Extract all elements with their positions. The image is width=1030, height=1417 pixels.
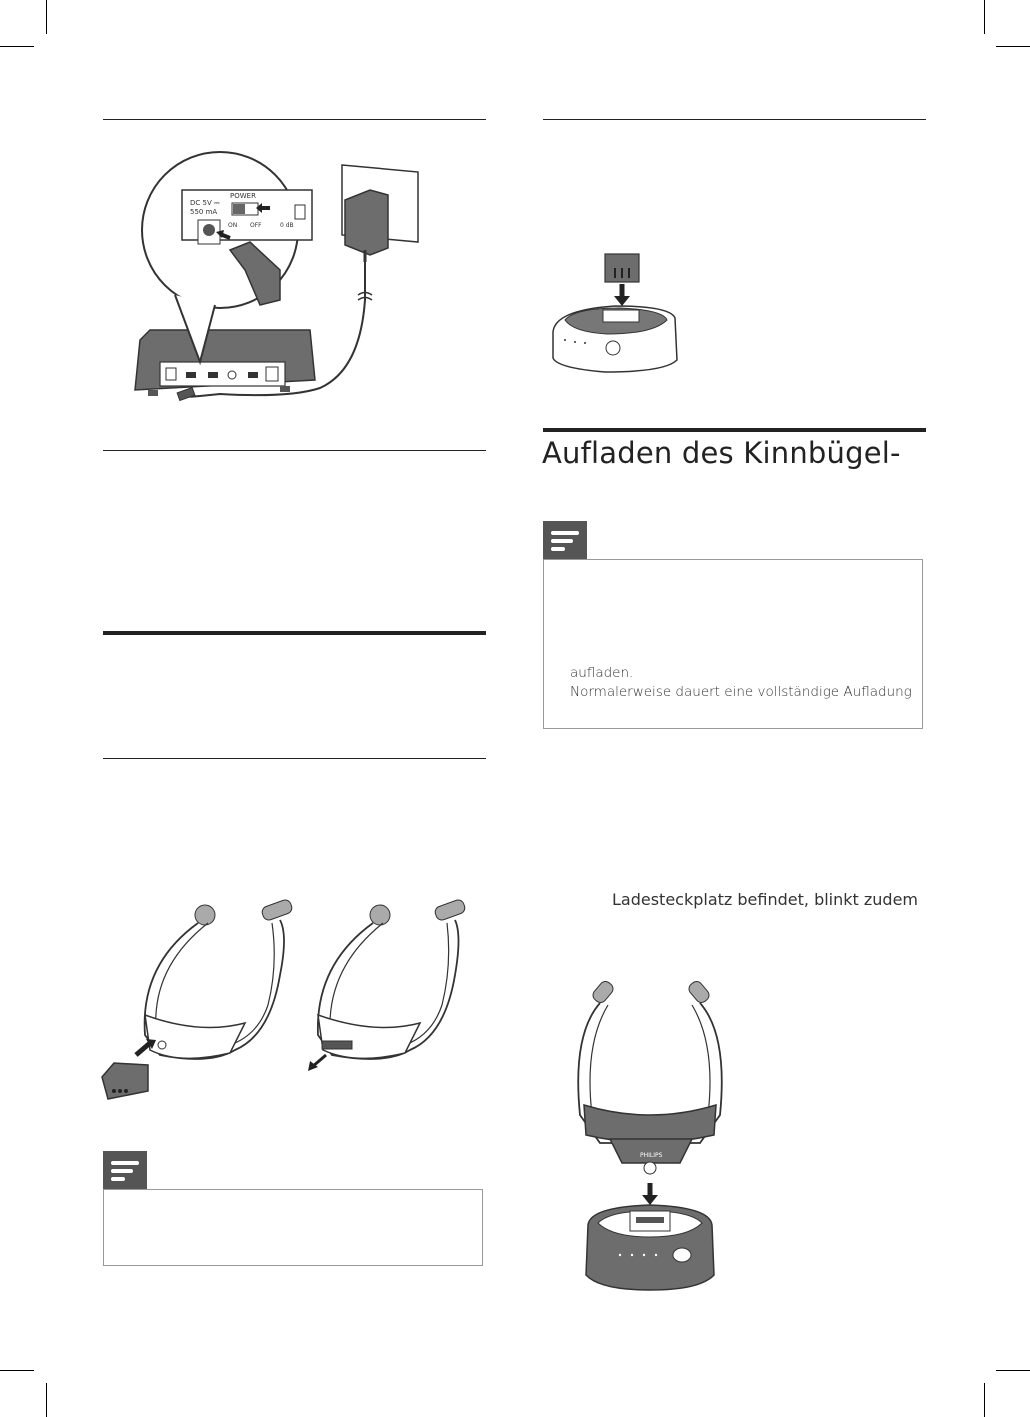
power-connection-figure: [120, 150, 430, 410]
note-icon: [543, 521, 587, 559]
note-icon: [103, 1151, 147, 1189]
on-label: ON: [228, 222, 238, 229]
crop-mark: [46, 0, 47, 34]
body-text-line: Ladesteckplatz befindet, blinkt zudem: [612, 890, 918, 909]
power-label: POWER: [230, 192, 256, 200]
note-line: aufladen.: [570, 665, 634, 681]
section-rule: [543, 119, 926, 120]
off-label: OFF: [250, 222, 262, 229]
battery-insert-figure: [100, 895, 480, 1110]
crop-mark: [996, 46, 1030, 47]
crop-mark: [0, 46, 34, 47]
receiver-dock-figure: [570, 975, 730, 1295]
section-rule-thick: [103, 631, 486, 635]
crop-mark: [996, 1370, 1030, 1371]
section-heading: Aufladen des Kinnbügel-: [542, 436, 901, 470]
section-rule: [103, 119, 486, 120]
note-line: Normalerweise dauert eine vollständige Aufladung: [570, 684, 912, 700]
section-rule: [103, 758, 486, 759]
ma-label: 550 mA: [190, 208, 218, 216]
db-label: 0 dB: [280, 222, 294, 229]
crop-mark: [984, 1383, 985, 1417]
crop-mark: [984, 0, 985, 34]
dc-label: DC 5V ⎓: [190, 199, 220, 207]
note-box-left: [103, 1189, 483, 1266]
brand-label: PHILIPS: [640, 1152, 663, 1159]
crop-mark: [46, 1383, 47, 1417]
section-rule: [103, 450, 486, 451]
note-box-right: [543, 559, 923, 729]
crop-mark: [0, 1370, 34, 1371]
battery-dock-figure: [545, 250, 685, 390]
section-rule-thick: [543, 428, 926, 432]
